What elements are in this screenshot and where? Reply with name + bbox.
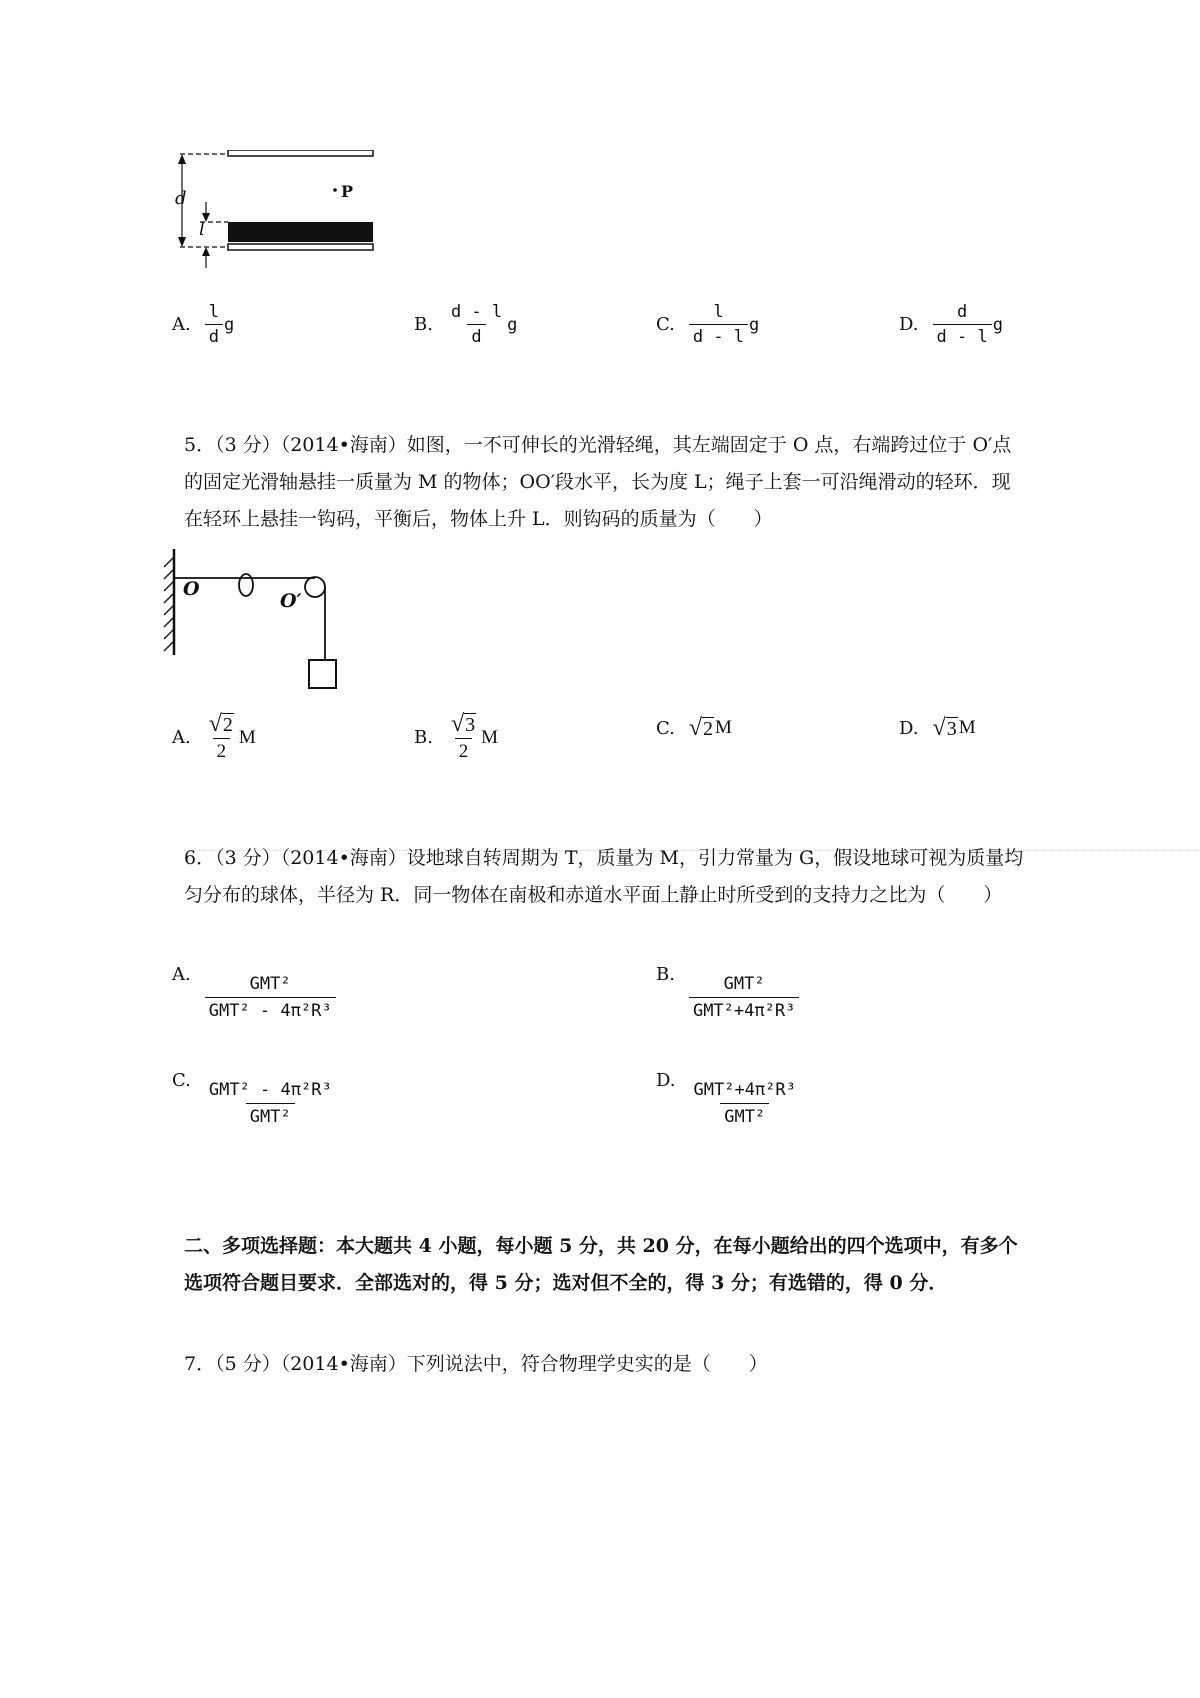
option-fraction: $\frac{\text{GMT² - 4π²R³}}{\text{GMT²}}$ [208,1080,332,1127]
q4-option-a[interactable]: A. $\frac{l}{d}$ g [172,302,235,347]
option-sqrt: √ 3 [932,715,957,741]
option-fraction: $\frac{\text{GMT²+4π²R³}}{\text{GMT²}}$ [693,1080,796,1127]
metal-slab [228,222,373,242]
q6-option-b[interactable] [656,964,799,1021]
option-label: D. [899,314,919,335]
capacitor-figure [170,150,410,280]
label-o: O [183,578,200,600]
option-fraction: √ 3 2 [450,711,476,762]
pulley-figure [160,545,350,695]
option-fraction: $\frac{l}{d}$ [205,302,223,347]
option-fraction: $\frac{\text{GMT²}}{\text{GMT² - 4π²R³}}$ [205,974,336,1021]
label-l: l [199,219,205,240]
q6-option-d[interactable] [656,1070,800,1127]
option-fraction: $\frac{\text{GMT²}}{\text{GMT²+4π²R³}}$ [689,974,799,1021]
option-label: A. [172,964,191,985]
label-d: d [175,188,187,209]
option-label: B. [656,964,675,985]
q4-option-c[interactable]: C. $\frac{l}{d - l}$ g [656,302,760,347]
q6-option-a[interactable] [172,964,336,1021]
top-plate [228,150,373,156]
q4-option-b[interactable]: B. $\frac{d - l}{d}$ g [414,302,518,347]
option-fraction: $\frac{d}{d - l}$ [933,302,992,347]
q5-option-c[interactable]: C. √ 2 M [656,715,732,741]
weight-block [309,660,336,688]
option-label: D. [899,717,919,739]
q5-option-b[interactable]: B. √ 3 2 M [414,711,499,762]
pulley-icon [305,577,325,597]
q5-option-d[interactable]: D. √ 3 M [899,715,976,741]
bottom-plate [228,244,373,250]
option-label: C. [656,314,675,335]
section-2-heading: 二、多项选择题：本大题共 4 小题，每小题 5 分，共 20 分，在每小题给出的四个选项中，有多个选项符合题目要求．全部选对的，得 5 分；选对但不全的，得 3 分；有选错的，得 0 分． [184,1235,1018,1294]
question-5-text: 5．（3 分）（2014•海南）如图，一不可伸长的光滑轻绳，其左端固定于 O 点，右端跨过位于 O′点的固定光滑轴悬挂一质量为 M 的物体；OO′段水平，长为度 L；绳子上套一可沿绳滑动的轻环．现在轻环上悬挂一钩码，平衡后，物体上升 L．则钩码的质量为（ ） [184,434,1012,530]
option-label: B. [414,314,433,335]
point-p [333,188,337,192]
option-fraction: $\frac{d - l}{d}$ [450,302,503,347]
option-label: A. [172,727,191,748]
option-label: A. [172,314,191,335]
q5-option-a[interactable]: A. √ 2 2 M [172,711,256,762]
option-sqrt: √ 2 [688,715,714,741]
question-6-text: 6．（3 分）（2014•海南）设地球自转周期为 T，质量为 M，引力常量为 G，假设地球可视为质量均匀分布的球体，半径为 R．同一物体在南极和赤道水平面上静止时所受到的支持力之比为（ ） [184,847,1024,906]
option-label: B. [414,727,433,748]
option-label: C. [656,717,675,739]
option-label: D. [656,1070,676,1091]
option-fraction: √ 2 2 [208,711,233,762]
label-o-prime: O′ [280,590,302,612]
option-label: C. [172,1070,191,1091]
label-p: P [341,182,354,201]
option-fraction: $\frac{l}{d - l}$ [689,302,748,347]
q4-option-d[interactable]: D. $\frac{d}{d - l}$ g [899,302,1003,347]
question-7-text: 7．（5 分）（2014•海南）下列说法中，符合物理学史实的是（ ） [184,1353,768,1375]
q6-option-c[interactable] [172,1070,336,1127]
